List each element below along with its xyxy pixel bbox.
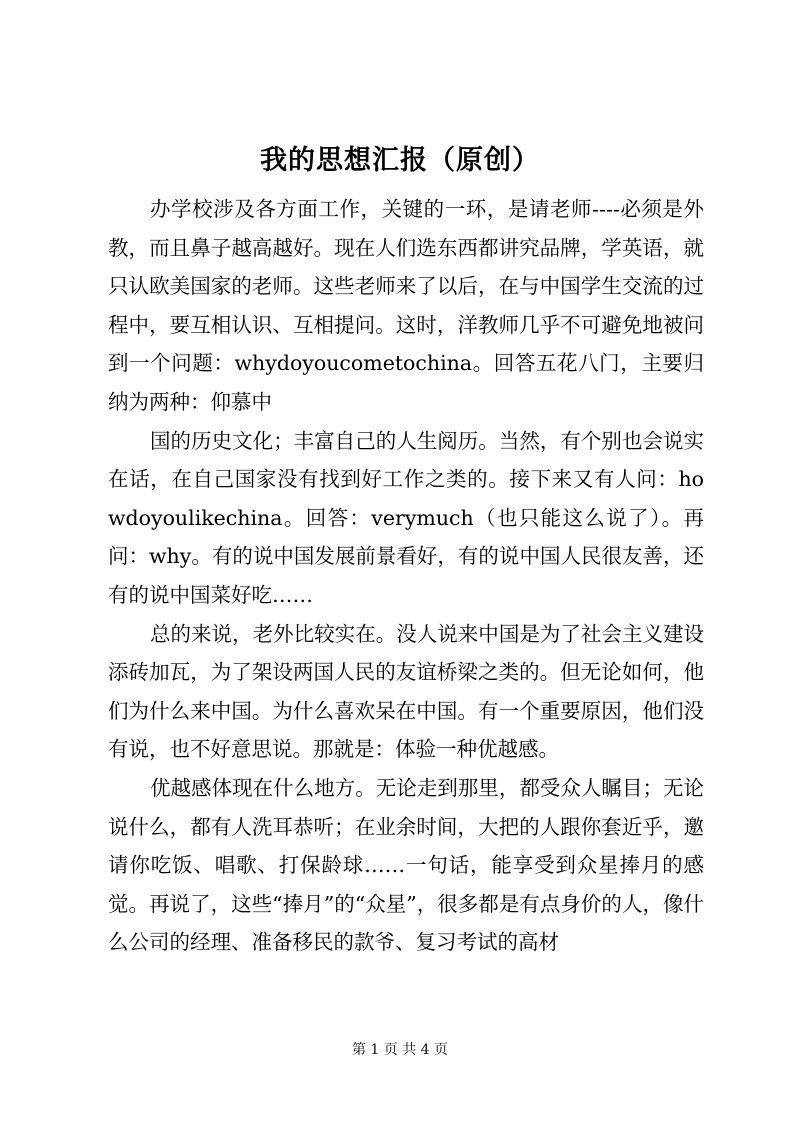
document-title: 我的思想汇报（原创） <box>260 145 540 176</box>
paragraph: 国的历史文化；丰富自己的人生阅历。当然，有个别也会说实在话，在自己国家没有找到好工作之类的。接下来又有人问：howdoyoulikechina。回答：verymuch（也只能这么说了）。再问：why。有的说中国发展前景看好，有的说中国人民很友善，还有的说中国菜好吃…… <box>108 428 704 607</box>
paragraph: 优越感体现在什么地方。无论走到那里，都受众人瞩目；无论说什么，都有人洗耳恭听；在业余时间，大把的人跟你套近乎，邀请你吃饭、唱歌、打保龄球……一句话，能享受到众星捧月的感觉。再说了，这些“捧月”的“众星”，很多都是有点身价的人，像什么公司的经理、准备移民的款爷、复习考试的高材 <box>108 775 704 955</box>
paragraph: 办学校涉及各方面工作，关键的一环，是请老师----必须是外教，而且鼻子越高越好。现在人们选东西都讲究品牌，学英语，就只认欧美国家的老师。这些老师来了以后，在与中国学生交流的过程中，要互相认识、互相提问。这时，洋教师几乎不可避免地被问到一个问题：whydoyoucometochina。回答五花八门，主要归纳为两种：仰慕中 <box>108 197 704 414</box>
page-number-footer: 第 1 页 共 4 页 <box>351 1042 449 1058</box>
paragraph: 总的来说，老外比较实在。没人说来中国是为了社会主义建设添砖加瓦，为了架设两国人民的友谊桥梁之类的。但无论如何，他们为什么来中国。为什么喜欢呆在中国。有一个重要原因，他们没有说，也不好意思说。那就是：体验一种优越感。 <box>108 621 704 762</box>
document-body <box>108 190 704 962</box>
